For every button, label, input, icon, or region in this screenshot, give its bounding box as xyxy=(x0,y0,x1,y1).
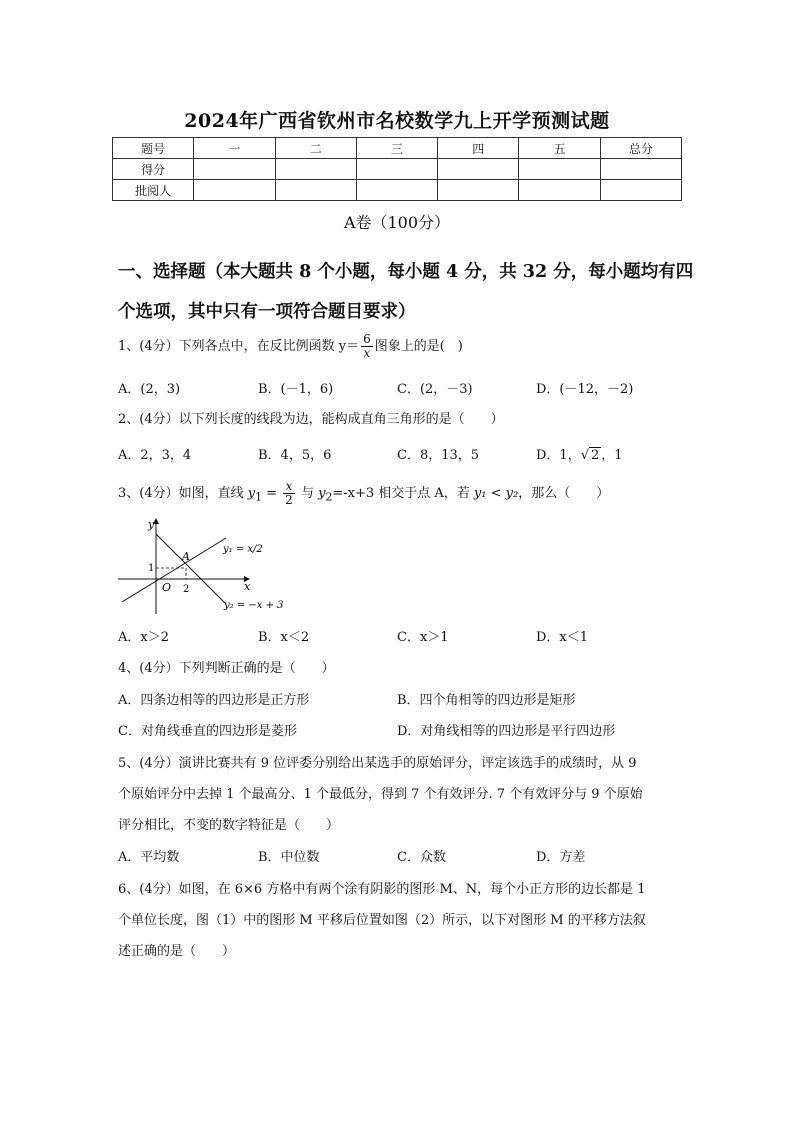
score-cell[interactable] xyxy=(275,180,356,201)
q4-option-b[interactable]: B．四个角相等的四边形是矩形 xyxy=(397,693,576,708)
score-cell[interactable] xyxy=(356,159,437,180)
exam-title: 2024年广西省钦州市名校数学九上开学预测试题 xyxy=(184,110,610,132)
score-table xyxy=(112,137,682,201)
q2-option-b[interactable]: B．4，5，6 xyxy=(258,448,332,463)
score-table-header-row xyxy=(113,138,682,159)
q1-option-b[interactable]: B．(－1，6) xyxy=(258,382,334,397)
q3-compare: y₁ < y₂ xyxy=(473,486,519,501)
point-a-label: A xyxy=(182,550,190,563)
score-header-cell: 题号 xyxy=(113,138,194,159)
q2-option-d-pre: D．1， xyxy=(536,448,581,463)
q3-option-c[interactable]: C．x＞1 xyxy=(397,630,449,645)
q5-option-d[interactable]: D．方差 xyxy=(536,850,586,865)
q4-option-c[interactable]: C．对角线垂直的四边形是菱形 xyxy=(118,724,297,739)
axis-x-label: x xyxy=(244,580,251,593)
score-row-label: 批阅人 xyxy=(113,180,194,201)
score-header-cell: 一 xyxy=(194,138,275,159)
question-4: 4、(4分）下列判断正确的是（ ） xyxy=(118,661,335,676)
q1-option-c[interactable]: C．(2，－3) xyxy=(397,382,473,397)
q2-option-a[interactable]: A．2，3，4 xyxy=(118,448,192,463)
q3-eq: = xyxy=(262,486,282,501)
line-y1 xyxy=(122,538,226,602)
score-header-cell: 四 xyxy=(438,138,519,159)
q1-denominator: x xyxy=(363,346,371,360)
question-3 xyxy=(118,480,609,507)
question-6-line: 述正确的是（ ） xyxy=(118,944,236,959)
axis-y-label: y xyxy=(148,518,155,531)
score-cell[interactable] xyxy=(356,180,437,201)
tick-x-label: 2 xyxy=(183,584,190,595)
score-header-cell: 二 xyxy=(275,138,356,159)
question-1 xyxy=(118,333,463,360)
q2-option-d-post: ，1 xyxy=(601,448,623,463)
q5-option-b[interactable]: B．中位数 xyxy=(258,850,320,865)
q4-option-a[interactable]: A．四条边相等的四边形是正方形 xyxy=(118,693,310,708)
question-5-line: 个原始评分中去掉 1 个最高分、1 个最低分，得到 7 个有效评分. 7 个有效评分与 9 个原始 xyxy=(118,787,643,802)
tick-y-label: 1 xyxy=(148,563,155,574)
line-y1-label: y₁ = x/2 xyxy=(223,544,263,555)
score-cell[interactable] xyxy=(275,159,356,180)
score-header-cell: 三 xyxy=(356,138,437,159)
origin-label: O xyxy=(162,581,172,594)
score-header-cell: 五 xyxy=(519,138,600,159)
q3-graph xyxy=(116,516,291,616)
q3-y2: y xyxy=(318,486,326,501)
q3-option-d[interactable]: D．x＜1 xyxy=(536,630,589,645)
score-cell[interactable] xyxy=(600,180,681,201)
q3-y1: y xyxy=(247,486,256,501)
q3-post: ，那么（ ） xyxy=(518,486,610,501)
score-table-row xyxy=(113,180,682,201)
q1-fraction xyxy=(361,333,373,360)
score-cell[interactable] xyxy=(519,180,600,201)
q2-option-d[interactable] xyxy=(536,444,623,463)
question-6-line: 6、(4分）如图，在 6×6 方格中有两个涂有阴影的图形 M、N，每个小正方形的边长都是 1 xyxy=(118,882,646,897)
question-5-line: 评分相比，不变的数字特征是（ ） xyxy=(118,818,340,833)
score-row-label: 得分 xyxy=(113,159,194,180)
q3-option-a[interactable]: A．x＞2 xyxy=(118,630,169,645)
q5-option-a[interactable]: A．平均数 xyxy=(118,850,180,865)
q3-pre: 3、(4分）如图，直线 xyxy=(118,486,248,501)
q3-numerator: x xyxy=(283,480,295,494)
section-a-heading: A卷（100分） xyxy=(343,213,451,232)
score-header-cell: 总分 xyxy=(600,138,681,159)
q4-option-d[interactable]: D．对角线相等的四边形是平行四边形 xyxy=(397,724,616,739)
q1-numerator: 6 xyxy=(363,332,371,346)
score-cell[interactable] xyxy=(194,180,275,201)
question-2: 2、(4分）以下列长度的线段为边，能构成直角三角形的是（ ） xyxy=(118,412,504,427)
score-cell[interactable] xyxy=(519,159,600,180)
part1-heading: 一、选择题（本大题共 8 个小题，每小题 4 分，共 32 分，每小题均有四个选项，其中只有一项符合题目要求） xyxy=(118,262,694,322)
question-5-line: 5、(4分）演讲比赛共有 9 位评委分别给出某选手的原始评分，评定该选手的成绩时，从 9 xyxy=(118,756,637,771)
q3-denominator: 2 xyxy=(285,493,293,507)
q3-sub1: 1 xyxy=(255,490,262,504)
score-cell[interactable] xyxy=(438,159,519,180)
sqrt-symbol-icon: √ xyxy=(580,448,589,463)
q3-rest: =-x+3 相交于点 A，若 xyxy=(332,486,474,501)
q1-post: 图象上的是( ) xyxy=(374,339,463,354)
q3-mid: 与 xyxy=(296,486,319,501)
q1-option-d[interactable]: D．(－12，－2) xyxy=(536,382,634,397)
q1-pre: 1、(4分）下列各点中，在反比例函数 y＝ xyxy=(118,339,360,354)
q2-option-c[interactable]: C．8，13，5 xyxy=(397,448,480,463)
q3-fraction xyxy=(283,480,295,507)
q2-option-d-root: 2 xyxy=(591,448,600,463)
score-cell[interactable] xyxy=(194,159,275,180)
score-table-row xyxy=(113,159,682,180)
q3-option-b[interactable]: B．x＜2 xyxy=(258,630,310,645)
q1-option-a[interactable]: A．(2，3) xyxy=(118,382,181,397)
line-y2-label: y₂ = −x + 3 xyxy=(224,600,284,611)
question-6-line: 个单位长度，图（1）中的图形 M 平移后位置如图（2）所示，以下对图形 M 的平移方法叙 xyxy=(118,913,646,928)
q3-sub2: 2 xyxy=(325,490,333,504)
score-cell[interactable] xyxy=(600,159,681,180)
q5-option-c[interactable]: C．众数 xyxy=(397,850,446,865)
score-cell[interactable] xyxy=(438,180,519,201)
